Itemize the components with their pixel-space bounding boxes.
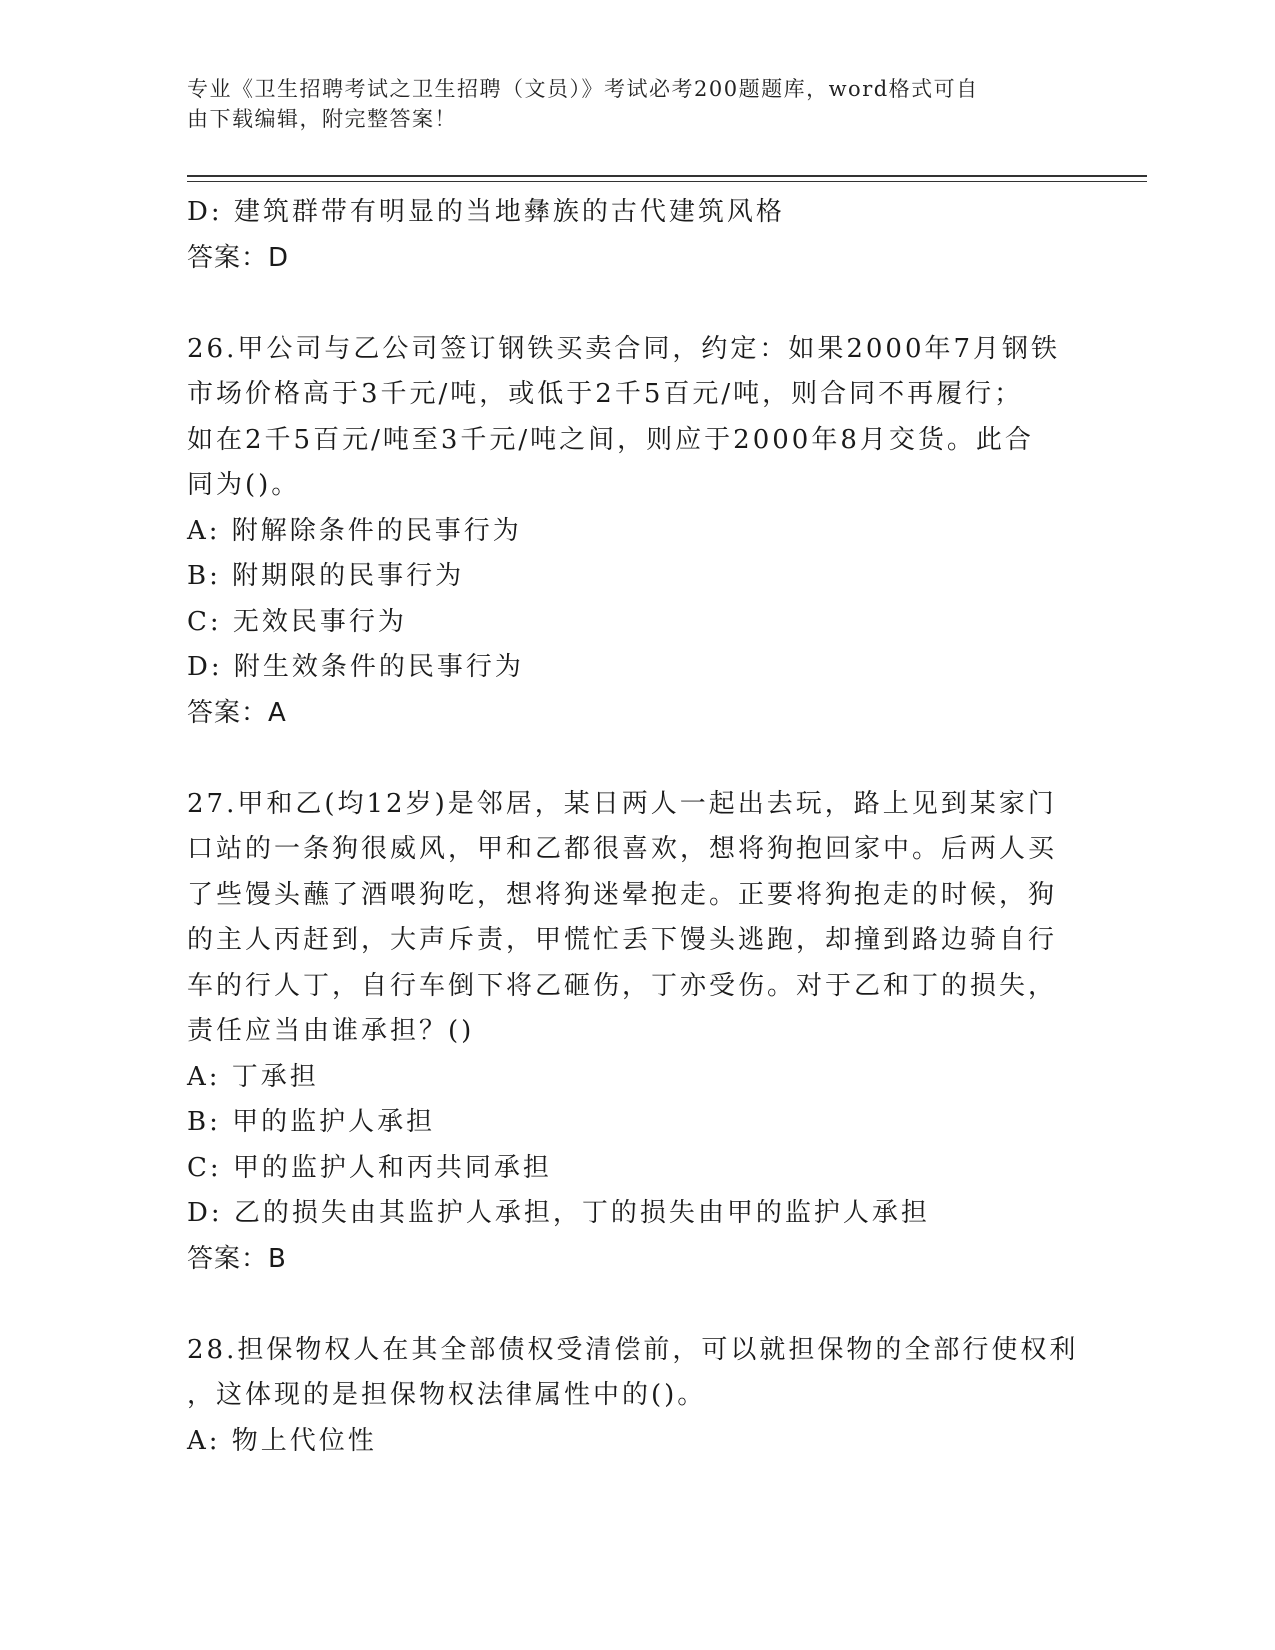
header-divider-thin — [187, 181, 1147, 182]
option-a: A: 物上代位性 — [187, 1425, 377, 1456]
option-d: D: 建筑群带有明显的当地彝族的古代建筑风格 — [187, 197, 785, 227]
question-stem-line: 如在2千5百元/吨至3千元/吨之间，则应于2000年8月交货。此合 — [187, 424, 1034, 455]
question-stem-line: 口站的一条狗很威风，甲和乙都很喜欢，想将狗抱回家中。后两人买 — [187, 834, 1058, 864]
spacer — [187, 281, 1067, 327]
question-stem-line: ，这体现的是担保物权法律属性中的()。 — [187, 1380, 707, 1410]
question-stem-line: 同为()。 — [187, 470, 301, 500]
question-26 — [187, 327, 1067, 737]
question-stem-line: 车的行人丁，自行车倒下将乙砸伤，丁亦受伤。对于乙和丁的损失， — [187, 970, 1058, 1001]
option-b: B: 甲的监护人承担 — [187, 1107, 436, 1137]
option-a: A: 附解除条件的民事行为 — [187, 515, 522, 546]
header-divider-thick — [187, 175, 1147, 177]
option-c: C: 甲的监护人和丙共同承担 — [187, 1152, 552, 1183]
answer-line: 答案：B — [187, 1243, 287, 1274]
spacer — [187, 1282, 1067, 1328]
question-stem-line: 责任应当由谁承担？() — [187, 1016, 475, 1046]
document-header — [187, 74, 1067, 134]
header-line-1: 专业《卫生招聘考试之卫生招聘（文员）》考试必考200题题库，word格式可自 — [187, 77, 979, 101]
question-stem-line: 28.担保物权人在其全部债权受清偿前，可以就担保物的全部行使权利 — [187, 1334, 1079, 1365]
question-stem-line: 27.甲和乙(均12岁)是邻居，某日两人一起出去玩，路上见到某家门 — [187, 788, 1057, 819]
spacer — [187, 736, 1067, 782]
header-line-2: 由下载编辑，附完整答案！ — [187, 107, 457, 131]
option-c: C: 无效民事行为 — [187, 606, 407, 637]
option-b: B: 附期限的民事行为 — [187, 561, 465, 591]
previous-question-tail — [187, 190, 1067, 281]
question-28 — [187, 1328, 1079, 1465]
option-d: D: 乙的损失由其监护人承担，丁的损失由甲的监护人承担 — [187, 1198, 930, 1228]
option-d: D: 附生效条件的民事行为 — [187, 652, 524, 682]
question-stem-line: 市场价格高于3千元/吨，或低于2千5百元/吨，则合同不再履行； — [187, 379, 1024, 409]
question-stem-line: 26.甲公司与乙公司签订钢铁买卖合同，约定：如果2000年7月钢铁 — [187, 333, 1061, 364]
question-27 — [187, 782, 1067, 1283]
question-stem-line: 的主人丙赶到，大声斥责，甲慌忙丢下馒头逃跑，却撞到路边骑自行 — [187, 925, 1058, 955]
question-stem-line: 了些馒头蘸了酒喂狗吃，想将狗迷晕抱走。正要将狗抱走的时候，狗 — [187, 879, 1058, 910]
option-a: A: 丁承担 — [187, 1061, 319, 1092]
document-body — [187, 190, 1079, 1464]
answer-line: 答案：D — [187, 242, 290, 273]
answer-line: 答案：A — [187, 697, 287, 728]
